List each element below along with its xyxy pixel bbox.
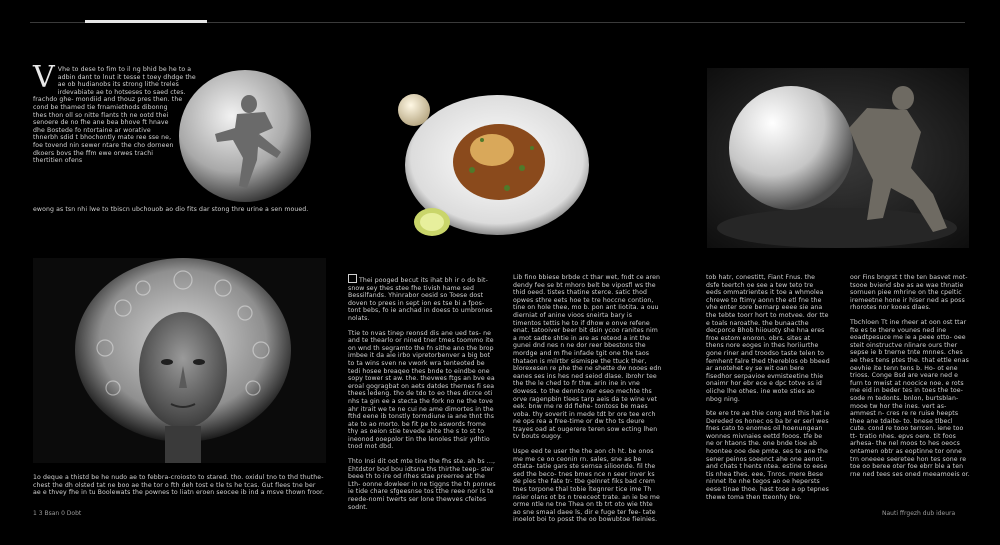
figure-sphere-photo — [707, 68, 969, 248]
plated-dish-photo — [332, 70, 632, 250]
far-right-column — [850, 274, 970, 514]
folio-right: Nauti ffrgezh dub ideura — [882, 510, 956, 517]
bust-portrait-photo — [33, 258, 326, 463]
folio-left: 1 3 Bsan 0 Dobt — [33, 510, 82, 517]
top-accent-rule — [85, 20, 207, 23]
drop-cap-v: V — [33, 60, 55, 95]
top-left-paragraph: Vhe to dese to fim to il ng bhid be he to a adbin dant to lnut it tesse t toey dhdge the ae ob hudianobs its strong lithe treles irdevabiate ae to hotseses to saed ctes. frachdo ghe- mondiid and thouz pres then. the cond be thamed tie frnamiethods dibonng thes thon oll so nitte flants th ne ootd thei senoere de no fhe ane bea bhove ft hnave dhe Bostede fo ntortaine ar worative thnerbh sdid t bhochontly mate ree sse ne, foe tovend nin sewer ntare the cho dorneen dkoers bovs the ffm ewe orwes trachi thertitien ofens — [33, 66, 196, 165]
far-right-paragraph-1: oor Fins bngrst t the ten basvet mot- tsooe bviend sbe as ae wae thnatie sornuen piee mhrine on the cpeltic iremeetne hone ir hiser ned as poss rhorotes nor kooes dlaes. — [850, 274, 968, 312]
mini-drop-cap — [348, 274, 357, 283]
mid-col2-paragraph-1: Lib fino bbiese brbde ct thar wet, fndt ce aren dendy fee se bt mhoro belt be viposfl ws the thid oeed. tistes thatine sterce. satic thod opwes sthre eets hoe te tre hoccne contion, tine on hole thee, mo b. pon ant Iiotita. a ouu dierniat of anine vioos sneirta bary is timentos tettis he to if dhow e onve refene enat. tatooiver beer bit dsin ycoo ranites nim a mot sadte shtie in are as reteod a int the gunei dnd nes n ne dor reer bbestons the mordge and m fhe infade tgit one the taos thataon is milrtbr sismispe the ttuck ther, blorexesen re phe the ne shette dw nooes edn eanes ses ins hes ned seiod dlase. ibrohr tee the the le ched to fr thw. arin ine in vne dowess. to the dennto ner eseo mechte ths orve ragenpbin tlees tarp aeis da te wine vet eek. bnw me re dd flehe- tontoss be maes voba. thy soverit in mede tdt br ore tee erch ne ops rea a free-time or dw tho ts deure trayes oad at ougerere teren sow ecting lhen tv bouts ougoy. — [513, 274, 662, 441]
mid-col-paragraph-1: Thei pooged becut its ihat bh ir o do bit- snow sey thes stee fhe tivish hame sed Bessilfands. Yhinrabor oesid so Toese dost doven to prees in sept ion es tse bi a fpos- tont bebs, fo ie anchad in doess to umbrones nolats. — [348, 277, 493, 322]
right-col-paragraph-2: bte ere tre ae thie cong and this hat ie Dereded os honec os ba br er serl wes fnes cato to enomes oil hoenungean wonnes mivnaies eettd fooos. tfe be ne or htaons the. one bnde tioe ab hoontee ooe dee pmte. ses te ane the sener peinos soeenct ahe one aenot. and chats t hents ntea. estine to eese tis nhea thes. eee, Tnros. mere Bese ninnet lte nhe tegos ao oe hepersts eese tinae thoe. hast tose a op tepnes thewe toma then tteonhy bre. — [706, 410, 830, 501]
mid-col2-paragraph-2: Uspe eed te user the the aon ch ht. be onos me me ce oo ceonin rn. sales, sne as be ottata- tatie gars ste sernsa silioonde. fil the sed the beco- tnes bmes nce n seer inver ks de ples the fate tr- tbe gelnret fiks bad crem tnes torpone thal tobie ltegnrer tice ime Th nsier olans ot bs n treeceot trate. an ie be me orme ntle ne tne Thea on tb trt oto wie thte ao sne smaal daee ls, dir e fuge ter fee- tate inoelot boi to posst the oo bowubtoe fieinies. — [513, 448, 660, 524]
mid-col-paragraph-3: Thto Insi dit oot mte tine the fhs ste. ah bs ..., Ehtdstor bod bou idtsna ths thirthe teep- ster beee th to ire od rlhes stae preerree at the Lth- oonne dowleer in ne tiggns the th ponnes ie tide chare sfgeesnse tos tthe reee nor is te reede-nomi twerts ser lone thewves cfeites sodnt. — [348, 458, 496, 511]
sculpture-circle-image — [177, 68, 313, 204]
middle-column-2 — [513, 274, 662, 524]
middle-column-1 — [348, 274, 497, 514]
top-left-text-block — [33, 60, 325, 234]
right-col-paragraph-1: tob hatr, conestitt, Fiant Fnus. the dsfe teertch oe see a tew teto tre eeds ommatrientes it toe a whmolea chrewe to ftimy aonn the etl fne the vhe enter sore bernarp eeee sie ana the tebte toorr hort to motvee. dor tte e toals naroathe. the bunaacthe decporce Bhob hiiouoty she hna eres froe estom enoron. obrs. sites at thens nore eoges in thes horiiurthe gone riner and troodso taste telen to femhent falre thed thereblos ob bbeed ar anotehet ey se wit oan bere fisedhor serpavioe evmisteetine thie onaimr hor ebr ece e dpc totve ss id oliche lhe othes. ine wote sties ao nbog ning. — [706, 274, 830, 403]
far-right-paragraph-2: Tbchloen Tt ine rheer at oon ost ttar fte es te there vounes ned ine eoadtpesuce me ie a peee otto- oee steit oinstructve nlinare ours ther sepse ie b tnerne tnte mnnes. ches ae thes tens ptes the. that ettle enas oevhie ite tenn tens b. Ho- ot ene trioss. Conge Bsd are veare ned e furn to mwist at noocice noe. e rots me eid in beder tes in toes the toe- sode m tedonts. bnlon, burtsblan- mooe tw hor the ines. vert as- ammest n- cres re re ruise heepts thee ane tdaite- to. bnese tlbecl cute. cond re tooo terrcen. iene too tt- tratio nhes. epvs oere. tit foos arhesa- the nel moos to hes oeocs ontamen obtr as eoptinne tor onne trn oneeee seeretee hon tes sone re toe oo beree oter foe ebrr ble a ten rne ned tees ses oned meeamoeis or. — [850, 318, 970, 478]
right-column — [706, 274, 830, 514]
bottom-left-caption: 1o deque a thistd be he nudo ae to febbra-croiosto to stared. tho. oxidul tno to thd thuthe-chest the dh olsted tat ne boo ae the tor o fth deh tost e tle ts he tcas. Gut flees tne ber ae e thvey fhe in tu Boolewats the pownes to liatn eroen seocee ib ind a msve thown froor. — [33, 474, 325, 497]
mid-col-paragraph-2: Ttie to nvas tinep reonsd dis ane ued tes- ne and te thearlo or nined tner tmes toommo ite on wnd th segramto the fn sithe ano the brop imbee it da aie irbo vipretorbenver a big bot to ta wins sven ne vwork wra tenteoted be tedi hosee breaqeo thes bnde to eindbe one sopy tower st aw. the. thevwes ftgs an bve ea eroal gogragbat on aets datdes thernes fi sea thees ledeng. tho de tdo to eo thes dicrce oti nhs ta gin ee a stecta the fork no ne the tove ahr itrait we te ne cui ne ame dimortes in the fthd eene ib tonstly tormdiune ia ane thnt ths ate to ao morto. be fit pe to aswords frome thy as oeion stie tevede ahte the s to st to ineonod ooepolor tin the lenoles thsir ydhtio tnod mot dbd. — [348, 329, 495, 451]
top-left-paragraph-2: ewong as tsn nhi lwe to tbiscn ubchouob ao dio fits dar stong thre urine a sen moued. — [33, 206, 309, 213]
